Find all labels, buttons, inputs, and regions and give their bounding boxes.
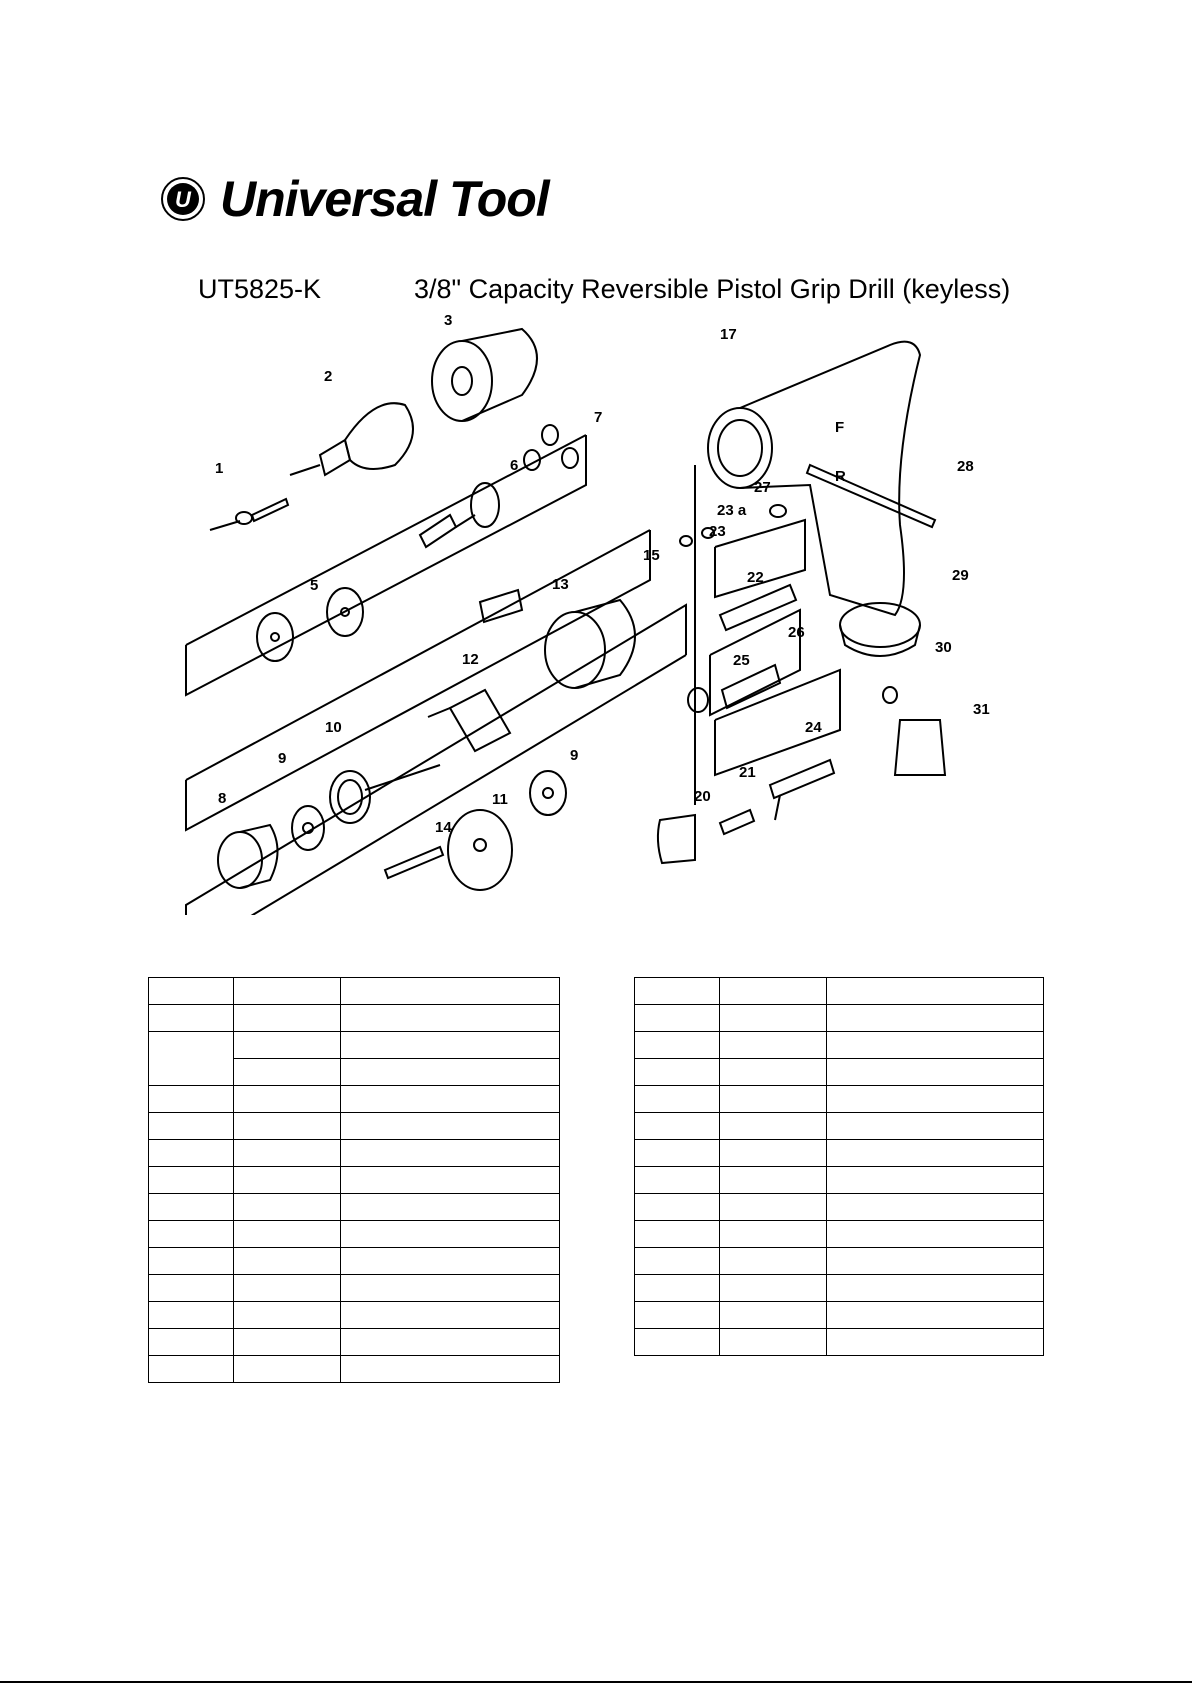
parts-table-cell [234, 1167, 341, 1194]
parts-table-row [635, 1059, 1044, 1086]
parts-table-cell [720, 1140, 827, 1167]
callout-13: 13 [552, 576, 569, 593]
parts-table-cell [720, 1329, 827, 1356]
callout-31: 31 [973, 701, 990, 718]
parts-table-cell [341, 1248, 560, 1275]
parts-table-row [635, 1248, 1044, 1275]
parts-table-cell [720, 1005, 827, 1032]
callout-21: 21 [739, 764, 756, 781]
callout-1: 1 [215, 460, 224, 477]
parts-table-cell [635, 1248, 720, 1275]
callout-14: 14 [435, 819, 452, 836]
parts-table-cell [149, 1221, 234, 1248]
parts-table-row [635, 1032, 1044, 1059]
parts-table-row [149, 1248, 560, 1275]
parts-table-cell [341, 1302, 560, 1329]
parts-table-cell [149, 1302, 234, 1329]
callout-30: 30 [935, 639, 952, 656]
parts-table-row [149, 1302, 560, 1329]
parts-table-cell [827, 1005, 1044, 1032]
parts-table-row [635, 1194, 1044, 1221]
part-chuck-housing [432, 329, 537, 421]
parts-table-cell [234, 1005, 341, 1032]
parts-table-cell [720, 1194, 827, 1221]
parts-table-cell [720, 1113, 827, 1140]
parts-table-cell [341, 1221, 560, 1248]
parts-table-cell [149, 1140, 234, 1167]
parts-table-cell [827, 1167, 1044, 1194]
parts-table-cell [234, 1113, 341, 1140]
part-air-inlet [895, 720, 945, 775]
callout-24: 24 [805, 719, 822, 736]
part-spring [720, 810, 754, 834]
parts-table-cell [827, 1059, 1044, 1086]
panel-chuck-outline [186, 435, 586, 695]
callout-5: 5 [310, 577, 319, 594]
parts-table-cell [635, 1221, 720, 1248]
direction-reverse: R [835, 468, 846, 485]
parts-table-row [149, 1329, 560, 1356]
parts-table-cell [149, 1329, 234, 1356]
parts-table-cell [720, 978, 827, 1005]
callout-6: 6 [510, 457, 519, 474]
parts-table-cell [149, 1032, 234, 1086]
parts-table-cell [341, 1275, 560, 1302]
callout-9-left: 9 [278, 750, 287, 767]
parts-table-row [149, 978, 560, 1005]
parts-table-cell [635, 1275, 720, 1302]
part-retaining-ring [770, 505, 786, 517]
parts-table-row [635, 1113, 1044, 1140]
parts-table-cell [827, 978, 1044, 1005]
parts-table-cell [635, 1059, 720, 1086]
parts-table-cell [149, 1275, 234, 1302]
parts-table-cell [149, 1005, 234, 1032]
parts-table-cell [635, 1194, 720, 1221]
parts-table-cell [341, 1113, 560, 1140]
callout-23: 23 [709, 523, 726, 540]
parts-table-cell [635, 1005, 720, 1032]
callout-26: 26 [788, 624, 805, 641]
part-screw [210, 499, 288, 530]
part-chuck [290, 403, 413, 475]
parts-table-cell [341, 1140, 560, 1167]
parts-table-cell [827, 1302, 1044, 1329]
parts-table-cell [720, 1032, 827, 1059]
parts-table-cell [234, 1086, 341, 1113]
parts-table-cell [635, 1032, 720, 1059]
parts-table-cell [635, 1302, 720, 1329]
parts-table-cell [720, 1275, 827, 1302]
parts-table-cell [341, 1356, 560, 1383]
parts-table-cell [720, 1086, 827, 1113]
parts-table-cell [234, 1248, 341, 1275]
parts-table-cell [234, 1356, 341, 1383]
part-reverse-button [807, 465, 935, 527]
parts-table-right [634, 977, 1044, 1356]
panel-gear-outline [186, 530, 650, 830]
parts-table-cell [234, 1194, 341, 1221]
parts-table-cell [720, 1167, 827, 1194]
callout-27: 27 [754, 479, 771, 496]
parts-table-row [149, 1221, 560, 1248]
parts-table-cell [234, 1275, 341, 1302]
parts-table-row [635, 1086, 1044, 1113]
parts-table-row [635, 1275, 1044, 1302]
callout-23a: 23 a [717, 502, 747, 519]
parts-table-cell [234, 1140, 341, 1167]
parts-table-row [149, 1032, 560, 1059]
parts-table-cell [635, 978, 720, 1005]
parts-table-cell [234, 1221, 341, 1248]
part-seal-ring [330, 765, 440, 823]
callout-9-right: 9 [570, 747, 579, 764]
part-main-housing [708, 342, 920, 615]
parts-table-cell [234, 1302, 341, 1329]
parts-table-cell [720, 1302, 827, 1329]
callout-22: 22 [747, 569, 764, 586]
parts-table-cell [341, 1005, 560, 1032]
parts-table-cell [720, 1221, 827, 1248]
parts-table-row [635, 1329, 1044, 1356]
parts-table-cell [827, 1248, 1044, 1275]
callout-28: 28 [957, 458, 974, 475]
parts-table-cell [827, 1329, 1044, 1356]
parts-table-cell [720, 1059, 827, 1086]
parts-table-cell [149, 1167, 234, 1194]
parts-table-left [148, 977, 560, 1383]
parts-table-cell [234, 1032, 341, 1059]
parts-table-cell [341, 1059, 560, 1086]
callout-8: 8 [218, 790, 227, 807]
callout-3: 3 [444, 315, 453, 329]
direction-forward: F [835, 419, 845, 436]
parts-table-row [149, 1140, 560, 1167]
part-throttle-valve [770, 760, 834, 820]
parts-table-row [635, 978, 1044, 1005]
parts-table-cell [149, 1113, 234, 1140]
parts-table-row [635, 1005, 1044, 1032]
part-front-bearing [530, 771, 566, 815]
brand-logo-icon [160, 176, 206, 222]
brand-logo-letter: U [175, 187, 191, 212]
parts-table-cell [149, 978, 234, 1005]
parts-table-cell [234, 1059, 341, 1086]
part-end-plate [448, 810, 512, 890]
parts-table-cell [341, 1032, 560, 1059]
parts-table-row [635, 1302, 1044, 1329]
exploded-parts-diagram [150, 315, 1050, 915]
model-description: 3/8" Capacity Reversible Pistol Grip Drill (keyless) [414, 274, 1011, 304]
parts-table-cell [149, 1086, 234, 1113]
parts-table-cell [341, 978, 560, 1005]
callout-10: 10 [325, 719, 342, 736]
parts-table-cell [827, 1275, 1044, 1302]
parts-table-row [149, 1167, 560, 1194]
callout-11: 11 [492, 791, 508, 808]
parts-table-cell [341, 1329, 560, 1356]
parts-table-cell [635, 1140, 720, 1167]
parts-table-cell [827, 1140, 1044, 1167]
callout-7: 7 [594, 409, 603, 426]
callout-20: 20 [694, 788, 711, 805]
parts-table-cell [234, 978, 341, 1005]
parts-table-cell [341, 1194, 560, 1221]
callout-12: 12 [462, 651, 479, 668]
footer-rule [0, 1681, 1192, 1683]
model-line [0, 274, 1192, 304]
parts-table-row [635, 1221, 1044, 1248]
parts-table-cell [635, 1113, 720, 1140]
parts-table-row [635, 1167, 1044, 1194]
parts-table-row [149, 1086, 560, 1113]
model-code: UT5825-K [198, 274, 322, 304]
part-rotor [428, 690, 510, 751]
callout-15: 15 [643, 547, 660, 564]
parts-table-cell [234, 1329, 341, 1356]
brand-name: Universal Tool [220, 171, 549, 227]
callout-29: 29 [952, 567, 969, 584]
parts-table-row [149, 1275, 560, 1302]
parts-table-cell [635, 1329, 720, 1356]
parts-table-cell [827, 1032, 1044, 1059]
parts-table-cell [635, 1167, 720, 1194]
parts-table-row [635, 1140, 1044, 1167]
callout-25: 25 [733, 652, 750, 669]
parts-table-row [149, 1113, 560, 1140]
part-rear-bearing [292, 806, 324, 850]
callout-17: 17 [720, 326, 737, 343]
part-cover-screw [883, 687, 897, 703]
part-reverse-valve [688, 665, 780, 712]
parts-table-cell [635, 1086, 720, 1113]
parts-table-cell [341, 1167, 560, 1194]
parts-table-cell [149, 1248, 234, 1275]
parts-table-cell [341, 1086, 560, 1113]
parts-table-row [149, 1356, 560, 1383]
parts-table-cell [827, 1113, 1044, 1140]
parts-table-cell [720, 1248, 827, 1275]
parts-table-row [149, 1194, 560, 1221]
callout-2: 2 [324, 368, 333, 385]
parts-table-cell [827, 1086, 1044, 1113]
part-trigger [658, 815, 695, 863]
parts-table-row [149, 1005, 560, 1032]
part-pin [385, 847, 443, 878]
parts-table-cell [827, 1194, 1044, 1221]
parts-table-cell [149, 1356, 234, 1383]
parts-table-cell [827, 1221, 1044, 1248]
brand-header [160, 170, 549, 228]
parts-table-cell [149, 1194, 234, 1221]
